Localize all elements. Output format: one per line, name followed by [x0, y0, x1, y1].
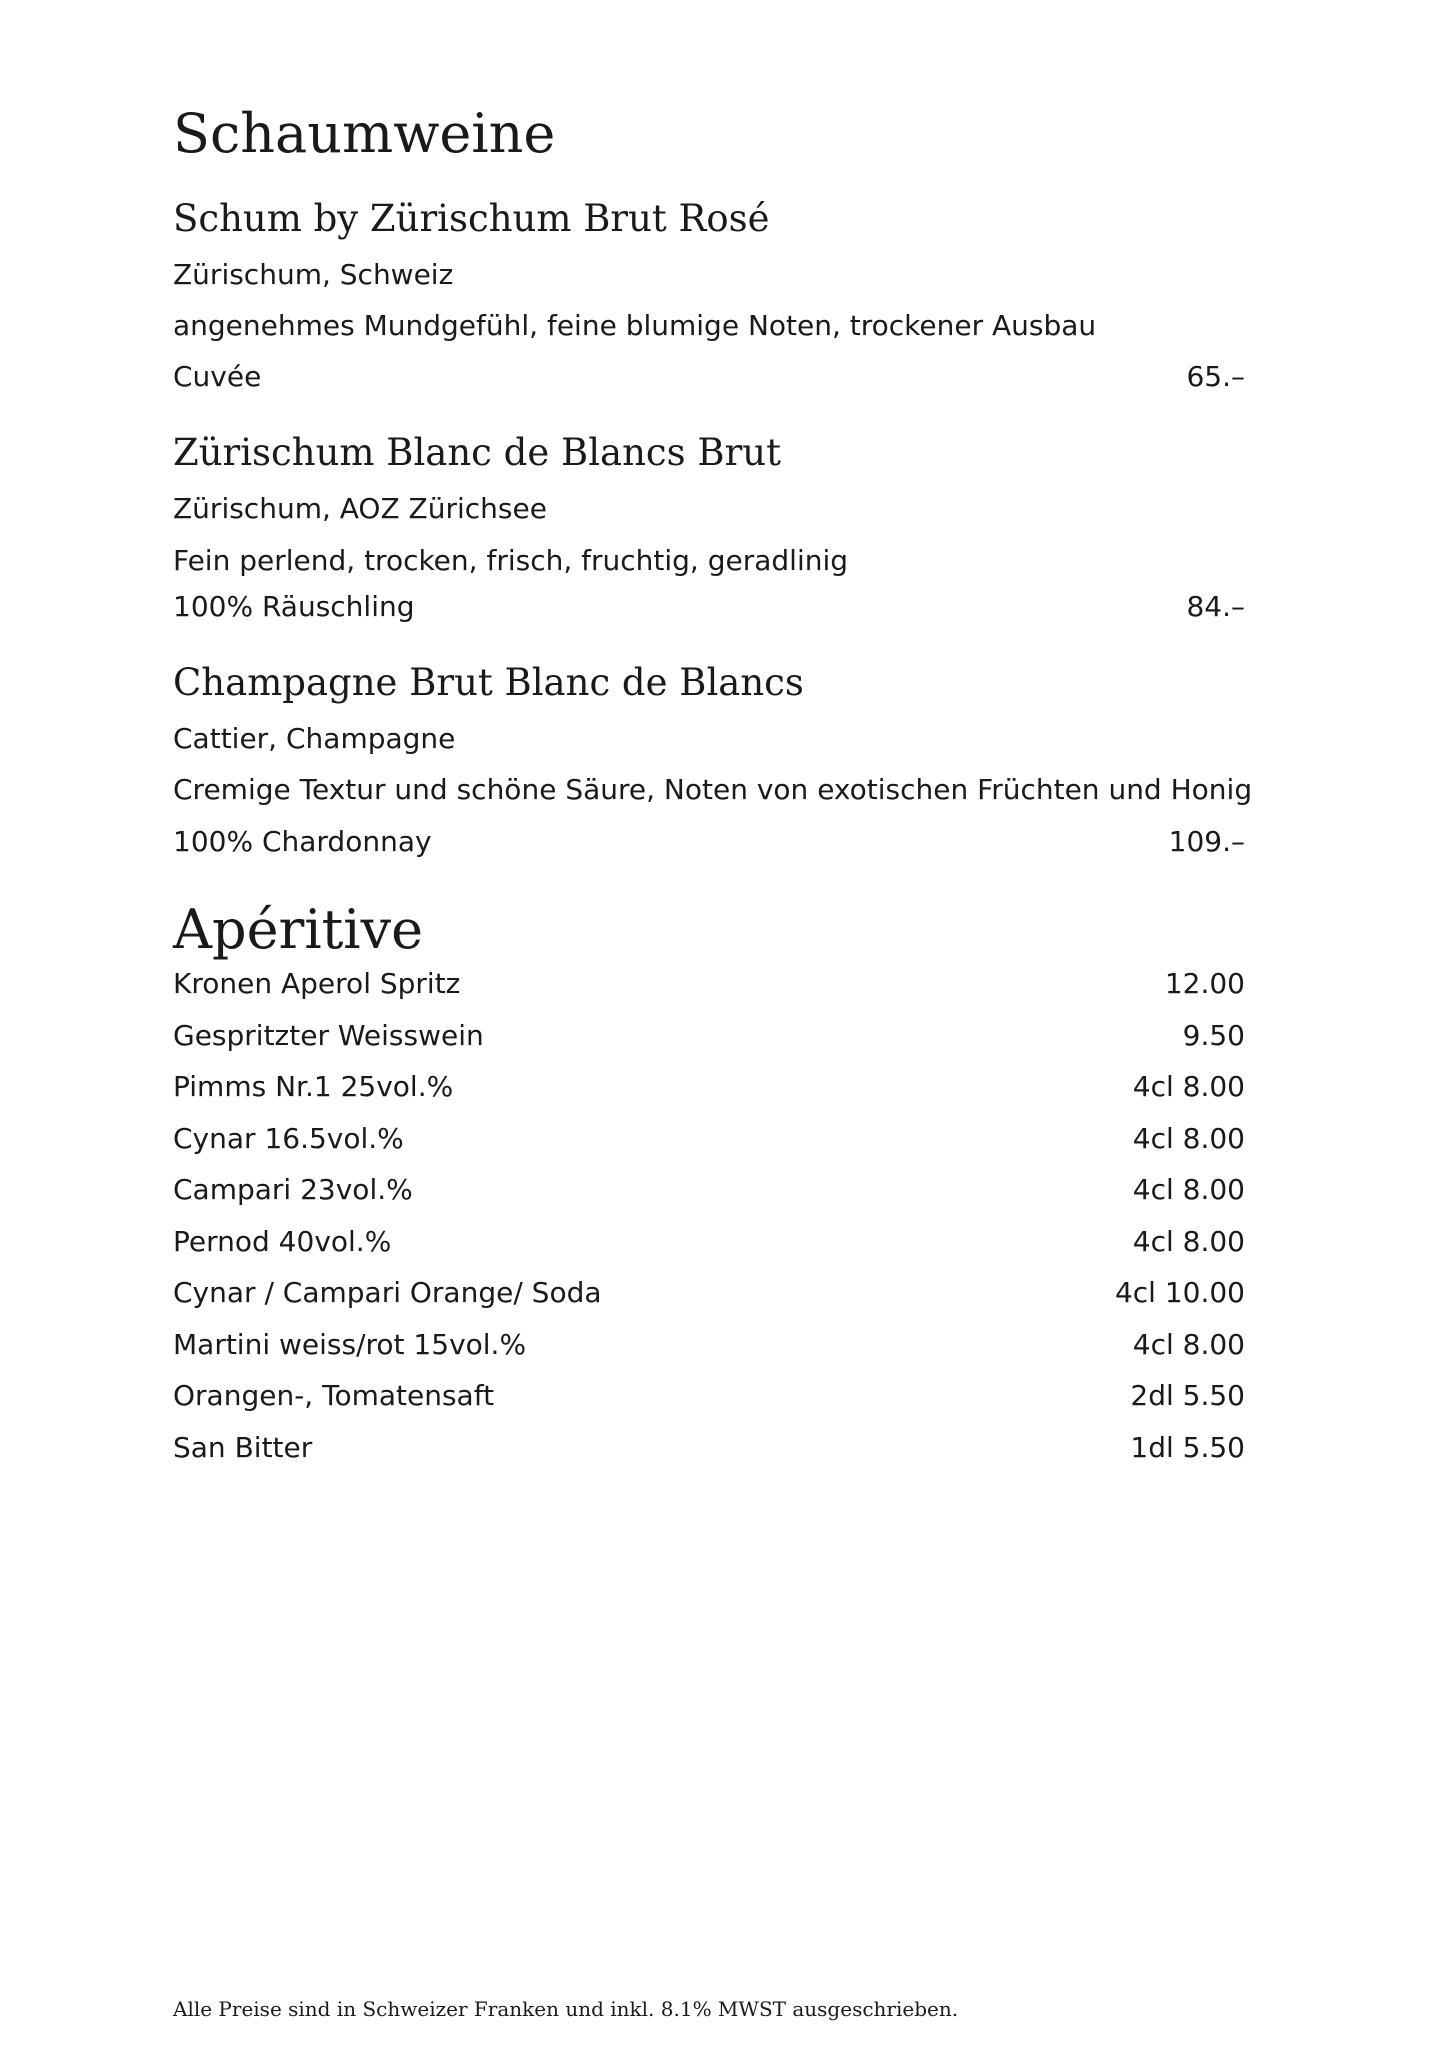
menu-item-name: Pimms Nr.1 25vol.%	[173, 1070, 454, 1103]
section-title-aperitive: Apéritive	[173, 898, 424, 961]
menu-item-name: Orangen-, Tomatensaft	[173, 1379, 495, 1412]
wine-name: Schum by Zürischum Brut Rosé	[173, 197, 770, 240]
menu-item-row	[173, 1430, 1245, 1466]
menu-item-price: 4cl 8.00	[1132, 1122, 1245, 1155]
menu-item-price: 9.50	[1182, 1019, 1245, 1052]
menu-item-price: 12.00	[1164, 967, 1245, 1000]
menu-item-row	[173, 966, 1245, 1002]
wine-grape: 100% Räuschling	[173, 590, 415, 623]
wine-grape-price-row	[173, 589, 1245, 625]
wine-origin	[173, 491, 1245, 527]
wine-price: 109.–	[1168, 825, 1245, 858]
menu-item-price: 1dl 5.50	[1130, 1431, 1245, 1464]
menu-item-name: Cynar / Campari Orange/ Soda	[173, 1276, 602, 1309]
wine-description-text: angenehmes Mundgefühl, feine blumige Noten, trockener Ausbau	[173, 309, 1097, 342]
menu-item-name: Pernod 40vol.%	[173, 1225, 392, 1258]
wine-price: 65.–	[1186, 360, 1245, 393]
wine-grape: 100% Chardonnay	[173, 825, 432, 858]
wine-origin	[173, 257, 1245, 293]
menu-item-price: 4cl 8.00	[1132, 1328, 1245, 1361]
wine-description	[173, 543, 1245, 579]
wine-description	[173, 772, 1253, 808]
menu-item-name: Cynar 16.5vol.%	[173, 1122, 404, 1155]
wine-origin-text: Cattier, Champagne	[173, 722, 456, 755]
menu-item-row	[173, 1378, 1245, 1414]
menu-item-name: Campari 23vol.%	[173, 1173, 413, 1206]
wine-origin-text: Zürischum, Schweiz	[173, 258, 454, 291]
menu-item-name: Kronen Aperol Spritz	[173, 967, 461, 1000]
menu-item-price: 2dl 5.50	[1130, 1379, 1245, 1412]
wine-origin	[173, 721, 1245, 757]
wine-description	[173, 308, 1245, 344]
menu-item-price: 4cl 8.00	[1132, 1225, 1245, 1258]
wine-grape: Cuvée	[173, 360, 262, 393]
wine-grape-price-row	[173, 359, 1245, 395]
menu-item-name: San Bitter	[173, 1431, 313, 1464]
menu-item-row	[173, 1018, 1245, 1054]
wine-name: Zürischum Blanc de Blancs Brut	[173, 431, 781, 474]
wine-description-text: Cremige Textur und schöne Säure, Noten von exotischen Früchten und Honig	[173, 773, 1253, 806]
menu-item-row	[173, 1327, 1245, 1363]
menu-item-row	[173, 1069, 1245, 1105]
menu-item-row	[173, 1172, 1245, 1208]
wine-price: 84.–	[1186, 590, 1245, 623]
menu-item-name: Martini weiss/rot 15vol.%	[173, 1328, 527, 1361]
menu-item-price: 4cl 8.00	[1132, 1173, 1245, 1206]
menu-item-price: 4cl 10.00	[1114, 1276, 1245, 1309]
menu-item-name: Gespritzter Weisswein	[173, 1019, 484, 1052]
menu-item-row	[173, 1275, 1245, 1311]
wine-origin-text: Zürischum, AOZ Zürichsee	[173, 492, 547, 525]
footer-note: Alle Preise sind in Schweizer Franken und inkl. 8.1% MWST ausgeschrieben.	[173, 1997, 959, 2021]
wine-name: Champagne Brut Blanc de Blancs	[173, 661, 804, 704]
wine-grape-price-row	[173, 824, 1245, 860]
menu-item-row	[173, 1121, 1245, 1157]
menu-item-price: 4cl 8.00	[1132, 1070, 1245, 1103]
wine-description-text: Fein perlend, trocken, frisch, fruchtig, geradlinig	[173, 544, 849, 577]
section-title-schaumweine: Schaumweine	[173, 102, 556, 165]
menu-item-row	[173, 1224, 1245, 1260]
